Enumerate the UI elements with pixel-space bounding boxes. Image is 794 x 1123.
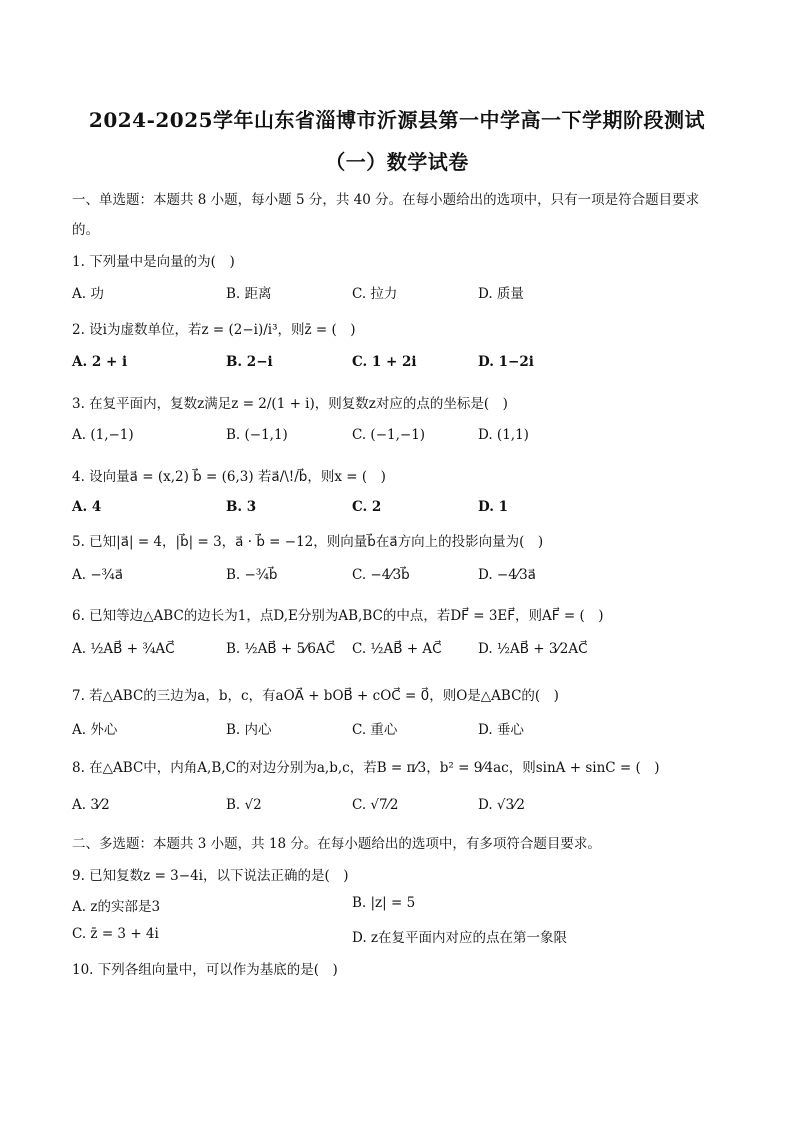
question-5-option-c: C. −4⁄3b⃗	[352, 567, 410, 583]
question-2-option-a: A. 2 + i	[72, 354, 128, 370]
question-8-option-d: D. √3⁄2	[478, 797, 525, 813]
question-1-stem: 1. 下列量中是向量的为( )	[72, 254, 235, 270]
question-5-option-b: B. −¾b⃗	[226, 567, 278, 583]
question-10-stem: 10. 下列各组向量中，可以作为基底的是( )	[72, 962, 338, 978]
question-7-option-b: B. 内心	[226, 722, 272, 738]
question-1-option-c: C. 拉力	[352, 286, 398, 302]
question-1-option-b: B. 距离	[226, 286, 272, 302]
question-9-option-a: A. z的实部是3	[72, 899, 161, 915]
question-2-stem: 2. 设i为虚数单位，若z = (2−i)/i³，则z̄ = ( )	[72, 322, 356, 338]
question-3-option-a: A. (1,−1)	[72, 427, 134, 443]
question-7-option-c: C. 重心	[352, 722, 398, 738]
question-8-option-b: B. √2	[226, 797, 262, 813]
exam-title-line1: 2024-2025学年山东省淄博市沂源县第一中学高一下学期阶段测试	[88, 108, 706, 132]
question-3-option-c: C. (−1,−1)	[352, 427, 426, 443]
section1-heading-line1: 一、单选题：本题共 8 小题，每小题 5 分，共 40 分。在每小题给出的选项中，只有一项是符合题目要求	[72, 192, 700, 208]
question-8-option-c: C. √7⁄2	[352, 797, 399, 813]
question-4-option-c: C. 2	[352, 499, 382, 515]
question-4-option-b: B. 3	[226, 499, 257, 515]
question-7-stem: 7. 若△ABC的三边为a，b，c，有aOA⃗ + bOB⃗ + cOC⃗ = 0⃗，则O是△ABC的( )	[72, 688, 559, 704]
question-7-option-d: D. 垂心	[478, 722, 524, 738]
question-2-option-d: D. 1−2i	[478, 354, 534, 370]
question-5-option-a: A. −¾a⃗	[72, 567, 124, 583]
question-2-option-c: C. 1 + 2i	[352, 354, 417, 370]
question-3-option-b: B. (−1,1)	[226, 427, 288, 443]
question-9-option-b: B. |z| = 5	[352, 895, 416, 911]
section1-heading-line2: 的。	[72, 222, 99, 238]
question-8-option-a: A. 3⁄2	[72, 797, 110, 813]
question-2-option-b: B. 2−i	[226, 354, 273, 370]
question-3-option-d: D. (1,1)	[478, 427, 529, 443]
question-4-option-d: D. 1	[478, 499, 509, 515]
question-6-option-d: D. ½AB⃗ + 3⁄2AC⃗	[478, 641, 588, 657]
question-7-option-a: A. 外心	[72, 722, 118, 738]
question-6-stem: 6. 已知等边△ABC的边长为1，点D,E分别为AB,BC的中点，若DF⃗ = 3EF⃗，则AF⃗ = ( )	[72, 608, 604, 624]
question-6-option-b: B. ½AB⃗ + 5⁄6AC⃗	[226, 641, 336, 657]
question-6-option-c: C. ½AB⃗ + AC⃗	[352, 641, 442, 657]
question-4-stem: 4. 设向量a⃗ = (x,2) b⃗ = (6,3) 若a⃗/\!/b⃗，则x = ( )	[72, 469, 386, 485]
exam-title-line2: （一）数学试卷	[325, 150, 469, 174]
question-5-stem: 5. 已知|a⃗| = 4，|b⃗| = 3，a⃗ · b⃗ = −12，则向量b⃗在a⃗方向上的投影向量为( )	[72, 534, 544, 550]
question-4-option-a: A. 4	[72, 499, 102, 515]
question-1-option-d: D. 质量	[478, 286, 524, 302]
question-6-option-a: A. ½AB⃗ + ¾AC⃗	[72, 641, 175, 657]
question-9-option-d: D. z在复平面内对应的点在第一象限	[352, 930, 568, 946]
question-8-stem: 8. 在△ABC中，内角A,B,C的对边分别为a,b,c，若B = π⁄3，b² = 9⁄4ac，则sinA + sinC = ( )	[72, 760, 660, 776]
question-5-option-d: D. −4⁄3a⃗	[478, 567, 536, 583]
question-9-option-c: C. z̄ = 3 + 4i	[72, 926, 159, 942]
question-1-option-a: A. 功	[72, 286, 104, 302]
question-3-stem: 3. 在复平面内，复数z满足z = 2/(1 + i)，则复数z对应的点的坐标是( )	[72, 396, 508, 412]
section2-heading: 二、多选题：本题共 3 小题，共 18 分。在每小题给出的选项中，有多项符合题目要求。	[72, 836, 601, 852]
question-9-stem: 9. 已知复数z = 3−4i，以下说法正确的是( )	[72, 868, 349, 884]
